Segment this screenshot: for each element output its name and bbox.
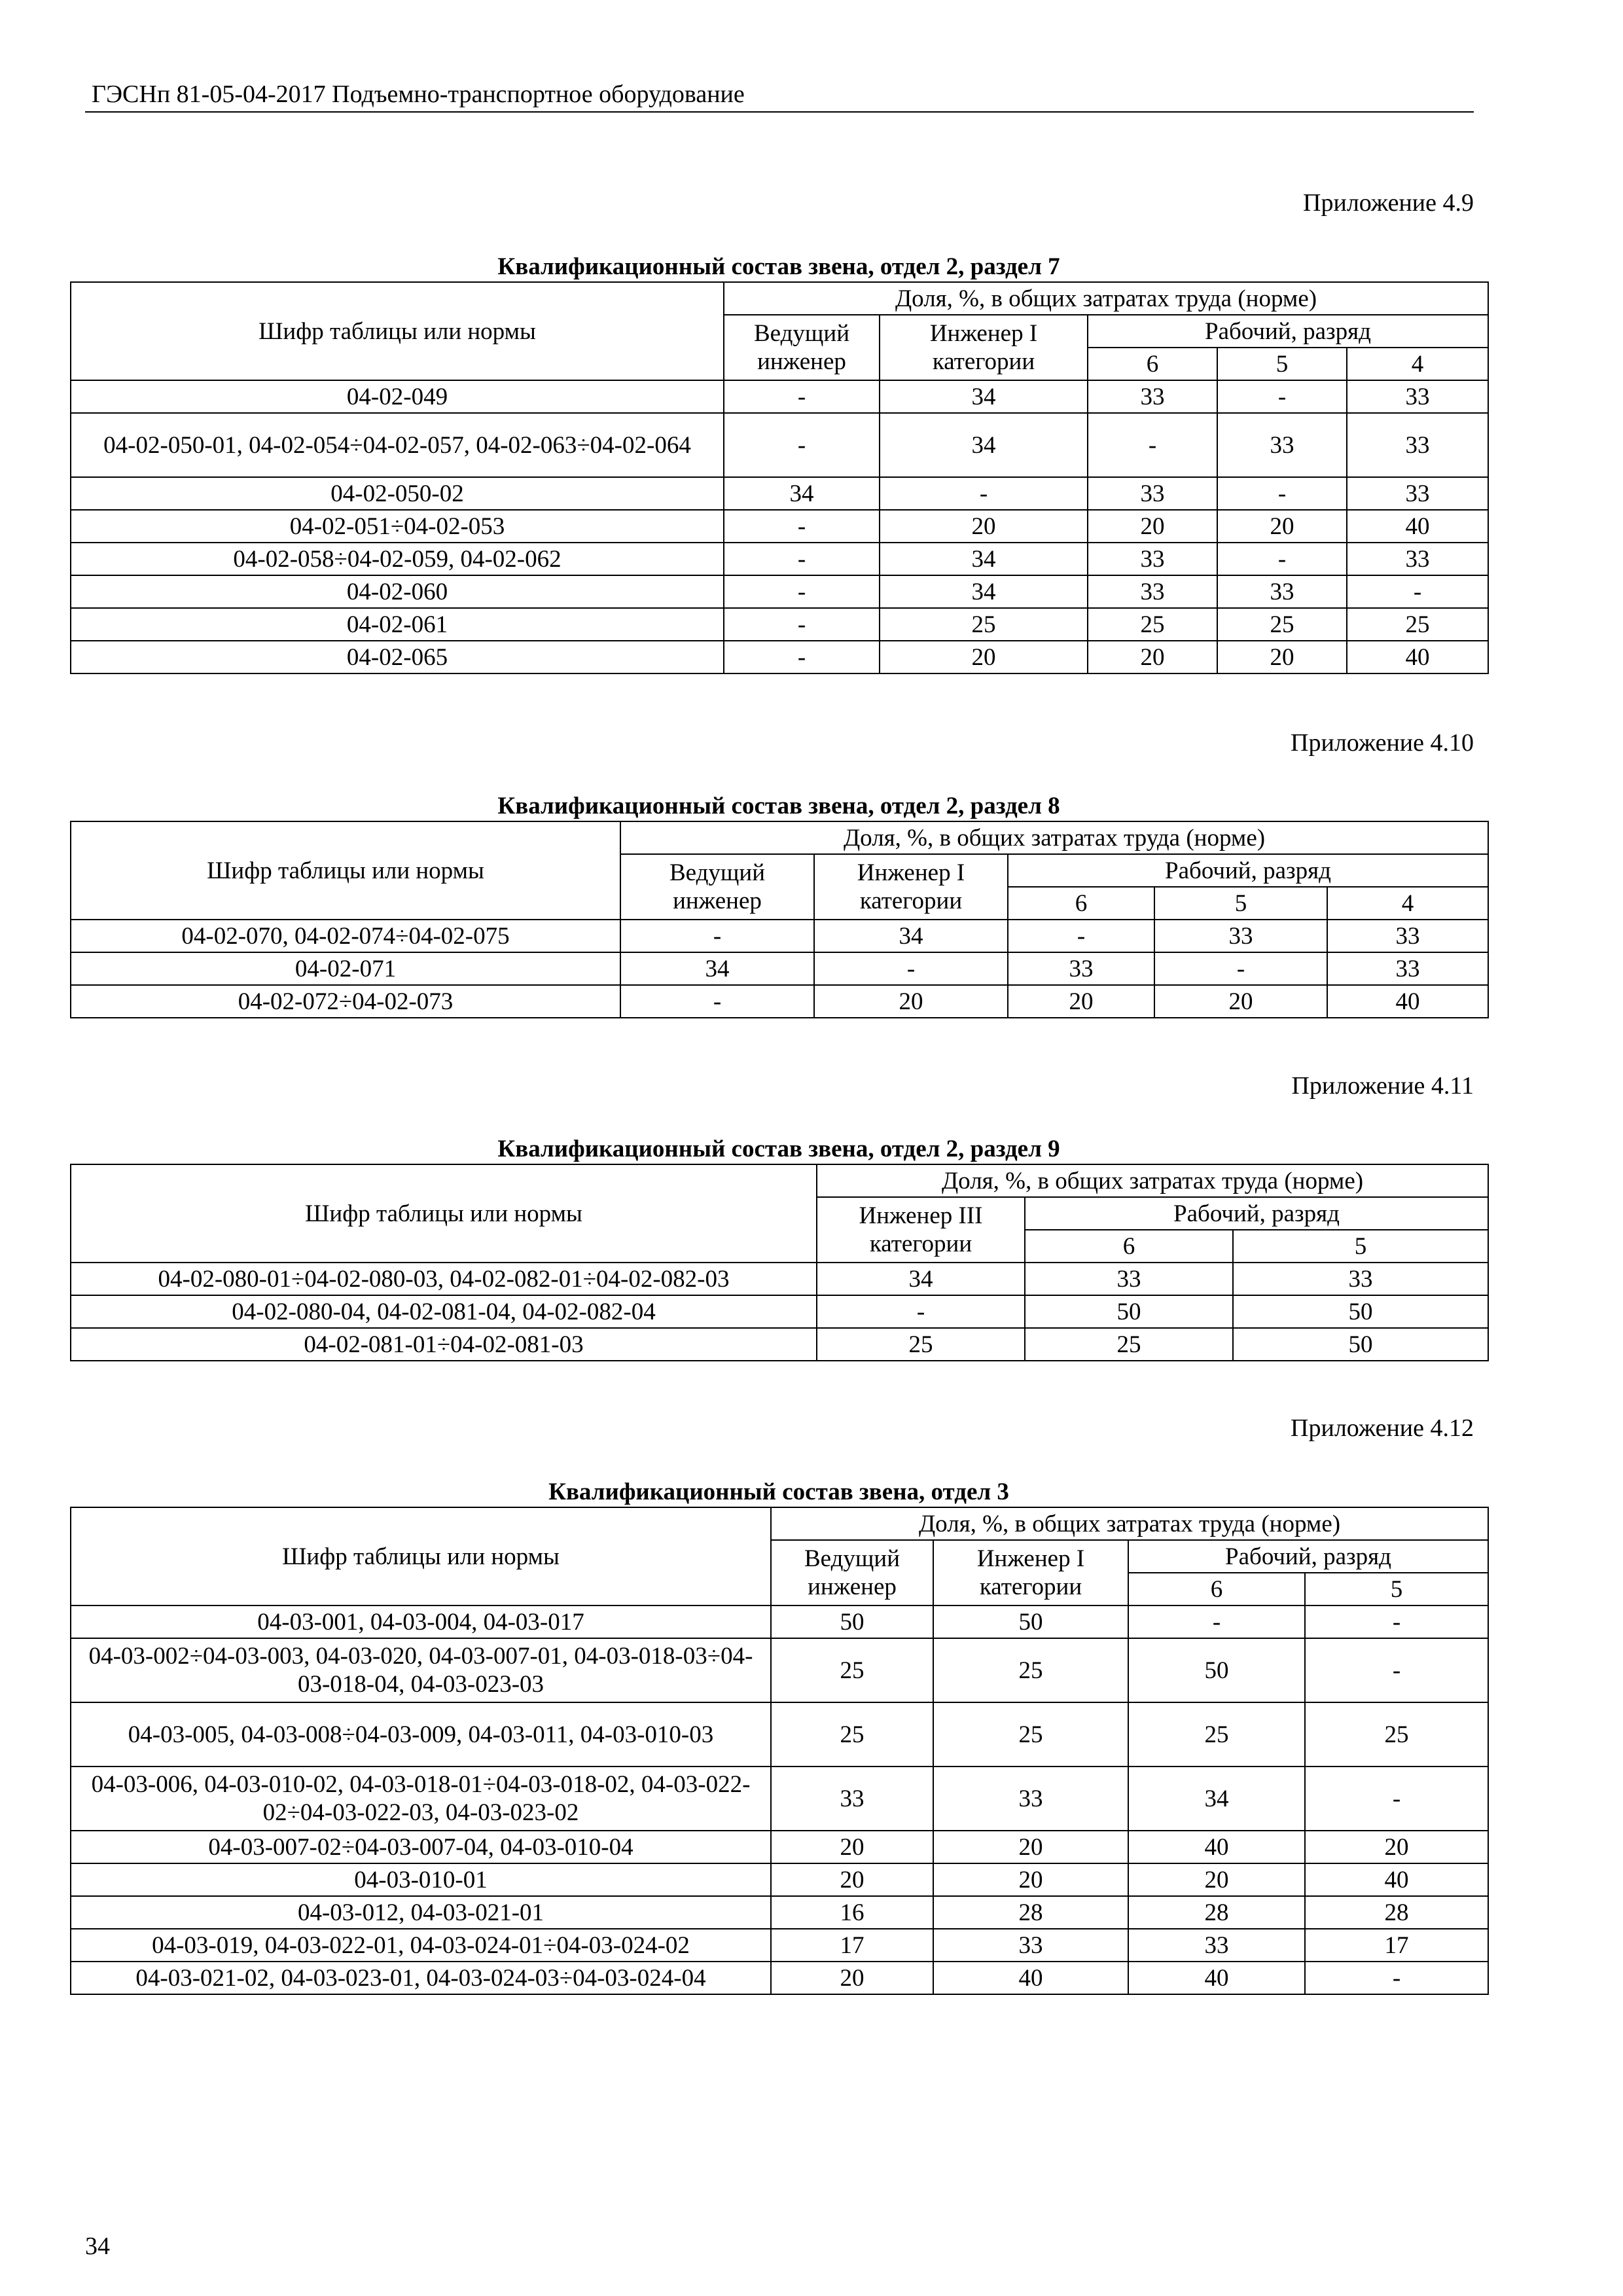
table-row: [71, 575, 1488, 608]
share-value-cell: 33: [1217, 575, 1347, 608]
table-3: [70, 1164, 1489, 1361]
rank-header: 5: [1305, 1573, 1488, 1605]
share-value-cell: 20: [1008, 985, 1154, 1018]
share-value-cell: 25: [880, 608, 1088, 641]
norm-cipher-cell: 04-02-050-02: [71, 477, 724, 510]
table-row: [71, 1962, 1488, 1994]
table-row: [71, 641, 1488, 673]
table-4: [70, 1507, 1489, 1995]
share-value-cell: 25: [1347, 608, 1488, 641]
share-value-cell: -: [1305, 1962, 1488, 1994]
share-value-cell: 33: [1347, 477, 1488, 510]
share-value-cell: 20: [1088, 510, 1217, 543]
norm-cipher-cell: 04-02-080-04, 04-02-081-04, 04-02-082-04: [71, 1295, 817, 1328]
lead-engineer-header: Ведущий инженер: [771, 1540, 933, 1605]
norm-cipher-cell: 04-02-058÷04-02-059, 04-02-062: [71, 543, 724, 575]
share-value-cell: 33: [1088, 543, 1217, 575]
norm-cipher-cell: 04-02-065: [71, 641, 724, 673]
table-row: [71, 477, 1488, 510]
share-value-cell: 34: [817, 1263, 1025, 1295]
share-value-cell: 20: [933, 1863, 1128, 1896]
share-value-cell: -: [724, 608, 880, 641]
share-value-cell: 33: [933, 1929, 1128, 1962]
table-row: [71, 543, 1488, 575]
norm-cipher-cell: 04-03-002÷04-03-003, 04-03-020, 04-03-007-01, 04-03-018-03÷04-03-018-04, 04-03-023-03: [71, 1638, 771, 1702]
share-value-cell: 33: [1128, 1929, 1305, 1962]
share-value-cell: -: [1217, 477, 1347, 510]
share-value-cell: 40: [1347, 641, 1488, 673]
share-value-cell: -: [1305, 1638, 1488, 1702]
share-value-cell: -: [880, 477, 1088, 510]
share-value-cell: 20: [771, 1863, 933, 1896]
norm-cipher-cell: 04-03-019, 04-03-022-01, 04-03-024-01÷04-03-024-02: [71, 1929, 771, 1962]
share-value-cell: 20: [1088, 641, 1217, 673]
share-value-cell: -: [1347, 575, 1488, 608]
table-row: [71, 1638, 1488, 1702]
share-value-cell: 28: [1305, 1896, 1488, 1929]
table-row: [71, 413, 1488, 477]
table-row: [71, 510, 1488, 543]
share-value-cell: 33: [1088, 477, 1217, 510]
worker-rank-header: Рабочий, разряд: [1088, 315, 1488, 348]
share-value-cell: -: [817, 1295, 1025, 1328]
share-value-cell: -: [1154, 952, 1327, 985]
share-value-cell: 33: [1327, 920, 1488, 952]
share-value-cell: 20: [1305, 1831, 1488, 1863]
share-value-cell: 28: [933, 1896, 1128, 1929]
share-value-cell: -: [620, 985, 814, 1018]
share-value-cell: 40: [1128, 1962, 1305, 1994]
share-value-cell: 40: [1305, 1863, 1488, 1896]
norm-cipher-cell: 04-02-070, 04-02-074÷04-02-075: [71, 920, 620, 952]
share-value-cell: 20: [1154, 985, 1327, 1018]
share-value-cell: 33: [1008, 952, 1154, 985]
worker-rank-header: Рабочий, разряд: [1128, 1540, 1488, 1573]
norm-cipher-cell: 04-02-080-01÷04-02-080-03, 04-02-082-01÷04-02-082-03: [71, 1263, 817, 1295]
engineer-1-header: Инженер I категории: [880, 315, 1088, 380]
norm-cipher-cell: 04-03-007-02÷04-03-007-04, 04-03-010-04: [71, 1831, 771, 1863]
norm-cipher-cell: 04-02-050-01, 04-02-054÷04-02-057, 04-02-063÷04-02-064: [71, 413, 724, 477]
table-1: [70, 281, 1489, 674]
table-row: [71, 608, 1488, 641]
table-row: [71, 985, 1488, 1018]
share-value-cell: -: [1088, 413, 1217, 477]
appendix-4-10-label: Приложение 4.10: [1291, 729, 1474, 757]
rank-header: 4: [1347, 348, 1488, 380]
share-value-cell: 20: [814, 985, 1008, 1018]
share-value-cell: 34: [814, 920, 1008, 952]
share-value-cell: 25: [1305, 1702, 1488, 1767]
share-value-cell: 40: [1347, 510, 1488, 543]
lead-engineer-header: Ведущий инженер: [620, 854, 814, 920]
share-value-cell: -: [1305, 1767, 1488, 1831]
table-row: [71, 1263, 1488, 1295]
share-value-cell: 33: [1088, 575, 1217, 608]
share-value-cell: -: [1305, 1605, 1488, 1638]
share-value-cell: 20: [1217, 510, 1347, 543]
share-value-cell: -: [724, 543, 880, 575]
engineer-3-header: Инженер III категории: [817, 1197, 1025, 1263]
table-row: [71, 1605, 1488, 1638]
norm-cipher-cell: 04-02-051÷04-02-053: [71, 510, 724, 543]
share-value-cell: -: [724, 380, 880, 413]
share-value-cell: 50: [771, 1605, 933, 1638]
share-value-cell: 20: [771, 1962, 933, 1994]
share-value-cell: 17: [771, 1929, 933, 1962]
rank-header: 5: [1154, 887, 1327, 920]
share-header: Доля, %, в общих затратах труда (норме): [620, 821, 1488, 854]
share-value-cell: 40: [1327, 985, 1488, 1018]
share-value-cell: 33: [1233, 1263, 1488, 1295]
table-1-title: Квалификационный состав звена, отдел 2, раздел 7: [497, 253, 1060, 280]
table-row: [71, 952, 1488, 985]
share-value-cell: 50: [1233, 1328, 1488, 1361]
table-3-title: Квалификационный состав звена, отдел 2, раздел 9: [497, 1136, 1060, 1162]
share-value-cell: 25: [1088, 608, 1217, 641]
share-value-cell: 20: [880, 641, 1088, 673]
share-value-cell: 34: [880, 380, 1088, 413]
share-value-cell: 20: [933, 1831, 1128, 1863]
share-value-cell: -: [1008, 920, 1154, 952]
norm-cipher-cell: 04-03-010-01: [71, 1863, 771, 1896]
table-row: [71, 1929, 1488, 1962]
share-value-cell: 20: [1128, 1863, 1305, 1896]
share-value-cell: -: [724, 575, 880, 608]
share-value-cell: -: [620, 920, 814, 952]
appendix-4-12-label: Приложение 4.12: [1291, 1414, 1474, 1442]
share-value-cell: 34: [1128, 1767, 1305, 1831]
share-value-cell: 40: [1128, 1831, 1305, 1863]
share-value-cell: 50: [933, 1605, 1128, 1638]
share-value-cell: 25: [817, 1328, 1025, 1361]
table-row: [71, 1295, 1488, 1328]
share-value-cell: 33: [1347, 543, 1488, 575]
share-value-cell: 25: [771, 1638, 933, 1702]
share-value-cell: 33: [1088, 380, 1217, 413]
share-value-cell: 34: [880, 413, 1088, 477]
share-value-cell: 34: [880, 543, 1088, 575]
share-value-cell: 25: [1128, 1702, 1305, 1767]
rank-header: 6: [1128, 1573, 1305, 1605]
norm-cipher-cell: 04-02-071: [71, 952, 620, 985]
share-value-cell: 33: [1327, 952, 1488, 985]
share-value-cell: 40: [933, 1962, 1128, 1994]
share-value-cell: -: [814, 952, 1008, 985]
share-header: Доля, %, в общих затратах труда (норме): [724, 282, 1488, 315]
share-value-cell: 25: [1217, 608, 1347, 641]
share-value-cell: 25: [771, 1702, 933, 1767]
share-value-cell: 50: [1025, 1295, 1233, 1328]
table-row: [71, 1328, 1488, 1361]
rank-header: 6: [1008, 887, 1154, 920]
table-4-title: Квалификационный состав звена, отдел 3: [548, 1479, 1009, 1505]
cipher-header: Шифр таблицы или нормы: [71, 1164, 817, 1263]
norm-cipher-cell: 04-02-049: [71, 380, 724, 413]
share-value-cell: 33: [933, 1767, 1128, 1831]
share-value-cell: 16: [771, 1896, 933, 1929]
running-header: [85, 77, 1474, 113]
table-row: [71, 1831, 1488, 1863]
header-text: ГЭСНп 81-05-04-2017 Подъемно-транспортное оборудование: [92, 81, 745, 108]
table-row: [71, 1767, 1488, 1831]
share-value-cell: 20: [880, 510, 1088, 543]
rank-header: 5: [1217, 348, 1347, 380]
share-value-cell: 33: [1347, 413, 1488, 477]
share-value-cell: 25: [1025, 1328, 1233, 1361]
cipher-header: Шифр таблицы или нормы: [71, 821, 620, 920]
rank-header: 6: [1088, 348, 1217, 380]
norm-cipher-cell: 04-03-005, 04-03-008÷04-03-009, 04-03-011, 04-03-010-03: [71, 1702, 771, 1767]
table-row: [71, 380, 1488, 413]
cipher-header: Шифр таблицы или нормы: [71, 1507, 771, 1605]
lead-engineer-header: Ведущий инженер: [724, 315, 880, 380]
norm-cipher-cell: 04-03-012, 04-03-021-01: [71, 1896, 771, 1929]
share-value-cell: 33: [1025, 1263, 1233, 1295]
share-value-cell: 34: [620, 952, 814, 985]
share-value-cell: 34: [724, 477, 880, 510]
share-value-cell: -: [1217, 543, 1347, 575]
share-header: Доля, %, в общих затратах труда (норме): [817, 1164, 1488, 1197]
appendix-4-11-label: Приложение 4.11: [1291, 1072, 1474, 1100]
norm-cipher-cell: 04-02-081-01÷04-02-081-03: [71, 1328, 817, 1361]
norm-cipher-cell: 04-02-060: [71, 575, 724, 608]
cipher-header: Шифр таблицы или нормы: [71, 282, 724, 380]
appendix-4-9-label: Приложение 4.9: [1303, 189, 1474, 217]
share-value-cell: -: [1217, 380, 1347, 413]
rank-header: 6: [1025, 1230, 1233, 1263]
table-2-title: Квалификационный состав звена, отдел 2, раздел 8: [497, 793, 1060, 819]
share-value-cell: 17: [1305, 1929, 1488, 1962]
table-row: [71, 1896, 1488, 1929]
share-value-cell: 33: [1217, 413, 1347, 477]
page-number: 34: [85, 2233, 110, 2260]
rank-header: 4: [1327, 887, 1488, 920]
share-value-cell: 50: [1233, 1295, 1488, 1328]
norm-cipher-cell: 04-02-072÷04-02-073: [71, 985, 620, 1018]
share-value-cell: 20: [771, 1831, 933, 1863]
engineer-1-header: Инженер I категории: [814, 854, 1008, 920]
share-value-cell: 34: [880, 575, 1088, 608]
share-value-cell: 20: [1217, 641, 1347, 673]
share-value-cell: -: [724, 413, 880, 477]
share-header: Доля, %, в общих затратах труда (норме): [771, 1507, 1488, 1540]
share-value-cell: 33: [1154, 920, 1327, 952]
worker-rank-header: Рабочий, разряд: [1025, 1197, 1488, 1230]
share-value-cell: 33: [771, 1767, 933, 1831]
share-value-cell: 28: [1128, 1896, 1305, 1929]
norm-cipher-cell: 04-02-061: [71, 608, 724, 641]
rank-header: 5: [1233, 1230, 1488, 1263]
share-value-cell: -: [724, 510, 880, 543]
norm-cipher-cell: 04-03-006, 04-03-010-02, 04-03-018-01÷04-03-018-02, 04-03-022-02÷04-03-022-03, 04-03-023-02: [71, 1767, 771, 1831]
share-value-cell: 25: [933, 1702, 1128, 1767]
norm-cipher-cell: 04-03-021-02, 04-03-023-01, 04-03-024-03÷04-03-024-04: [71, 1962, 771, 1994]
norm-cipher-cell: 04-03-001, 04-03-004, 04-03-017: [71, 1605, 771, 1638]
engineer-1-header: Инженер I категории: [933, 1540, 1128, 1605]
table-2: [70, 821, 1489, 1018]
table-row: [71, 1702, 1488, 1767]
table-row: [71, 920, 1488, 952]
share-value-cell: 33: [1347, 380, 1488, 413]
share-value-cell: 50: [1128, 1638, 1305, 1702]
share-value-cell: -: [1128, 1605, 1305, 1638]
share-value-cell: -: [724, 641, 880, 673]
share-value-cell: 25: [933, 1638, 1128, 1702]
table-row: [71, 1863, 1488, 1896]
worker-rank-header: Рабочий, разряд: [1008, 854, 1488, 887]
